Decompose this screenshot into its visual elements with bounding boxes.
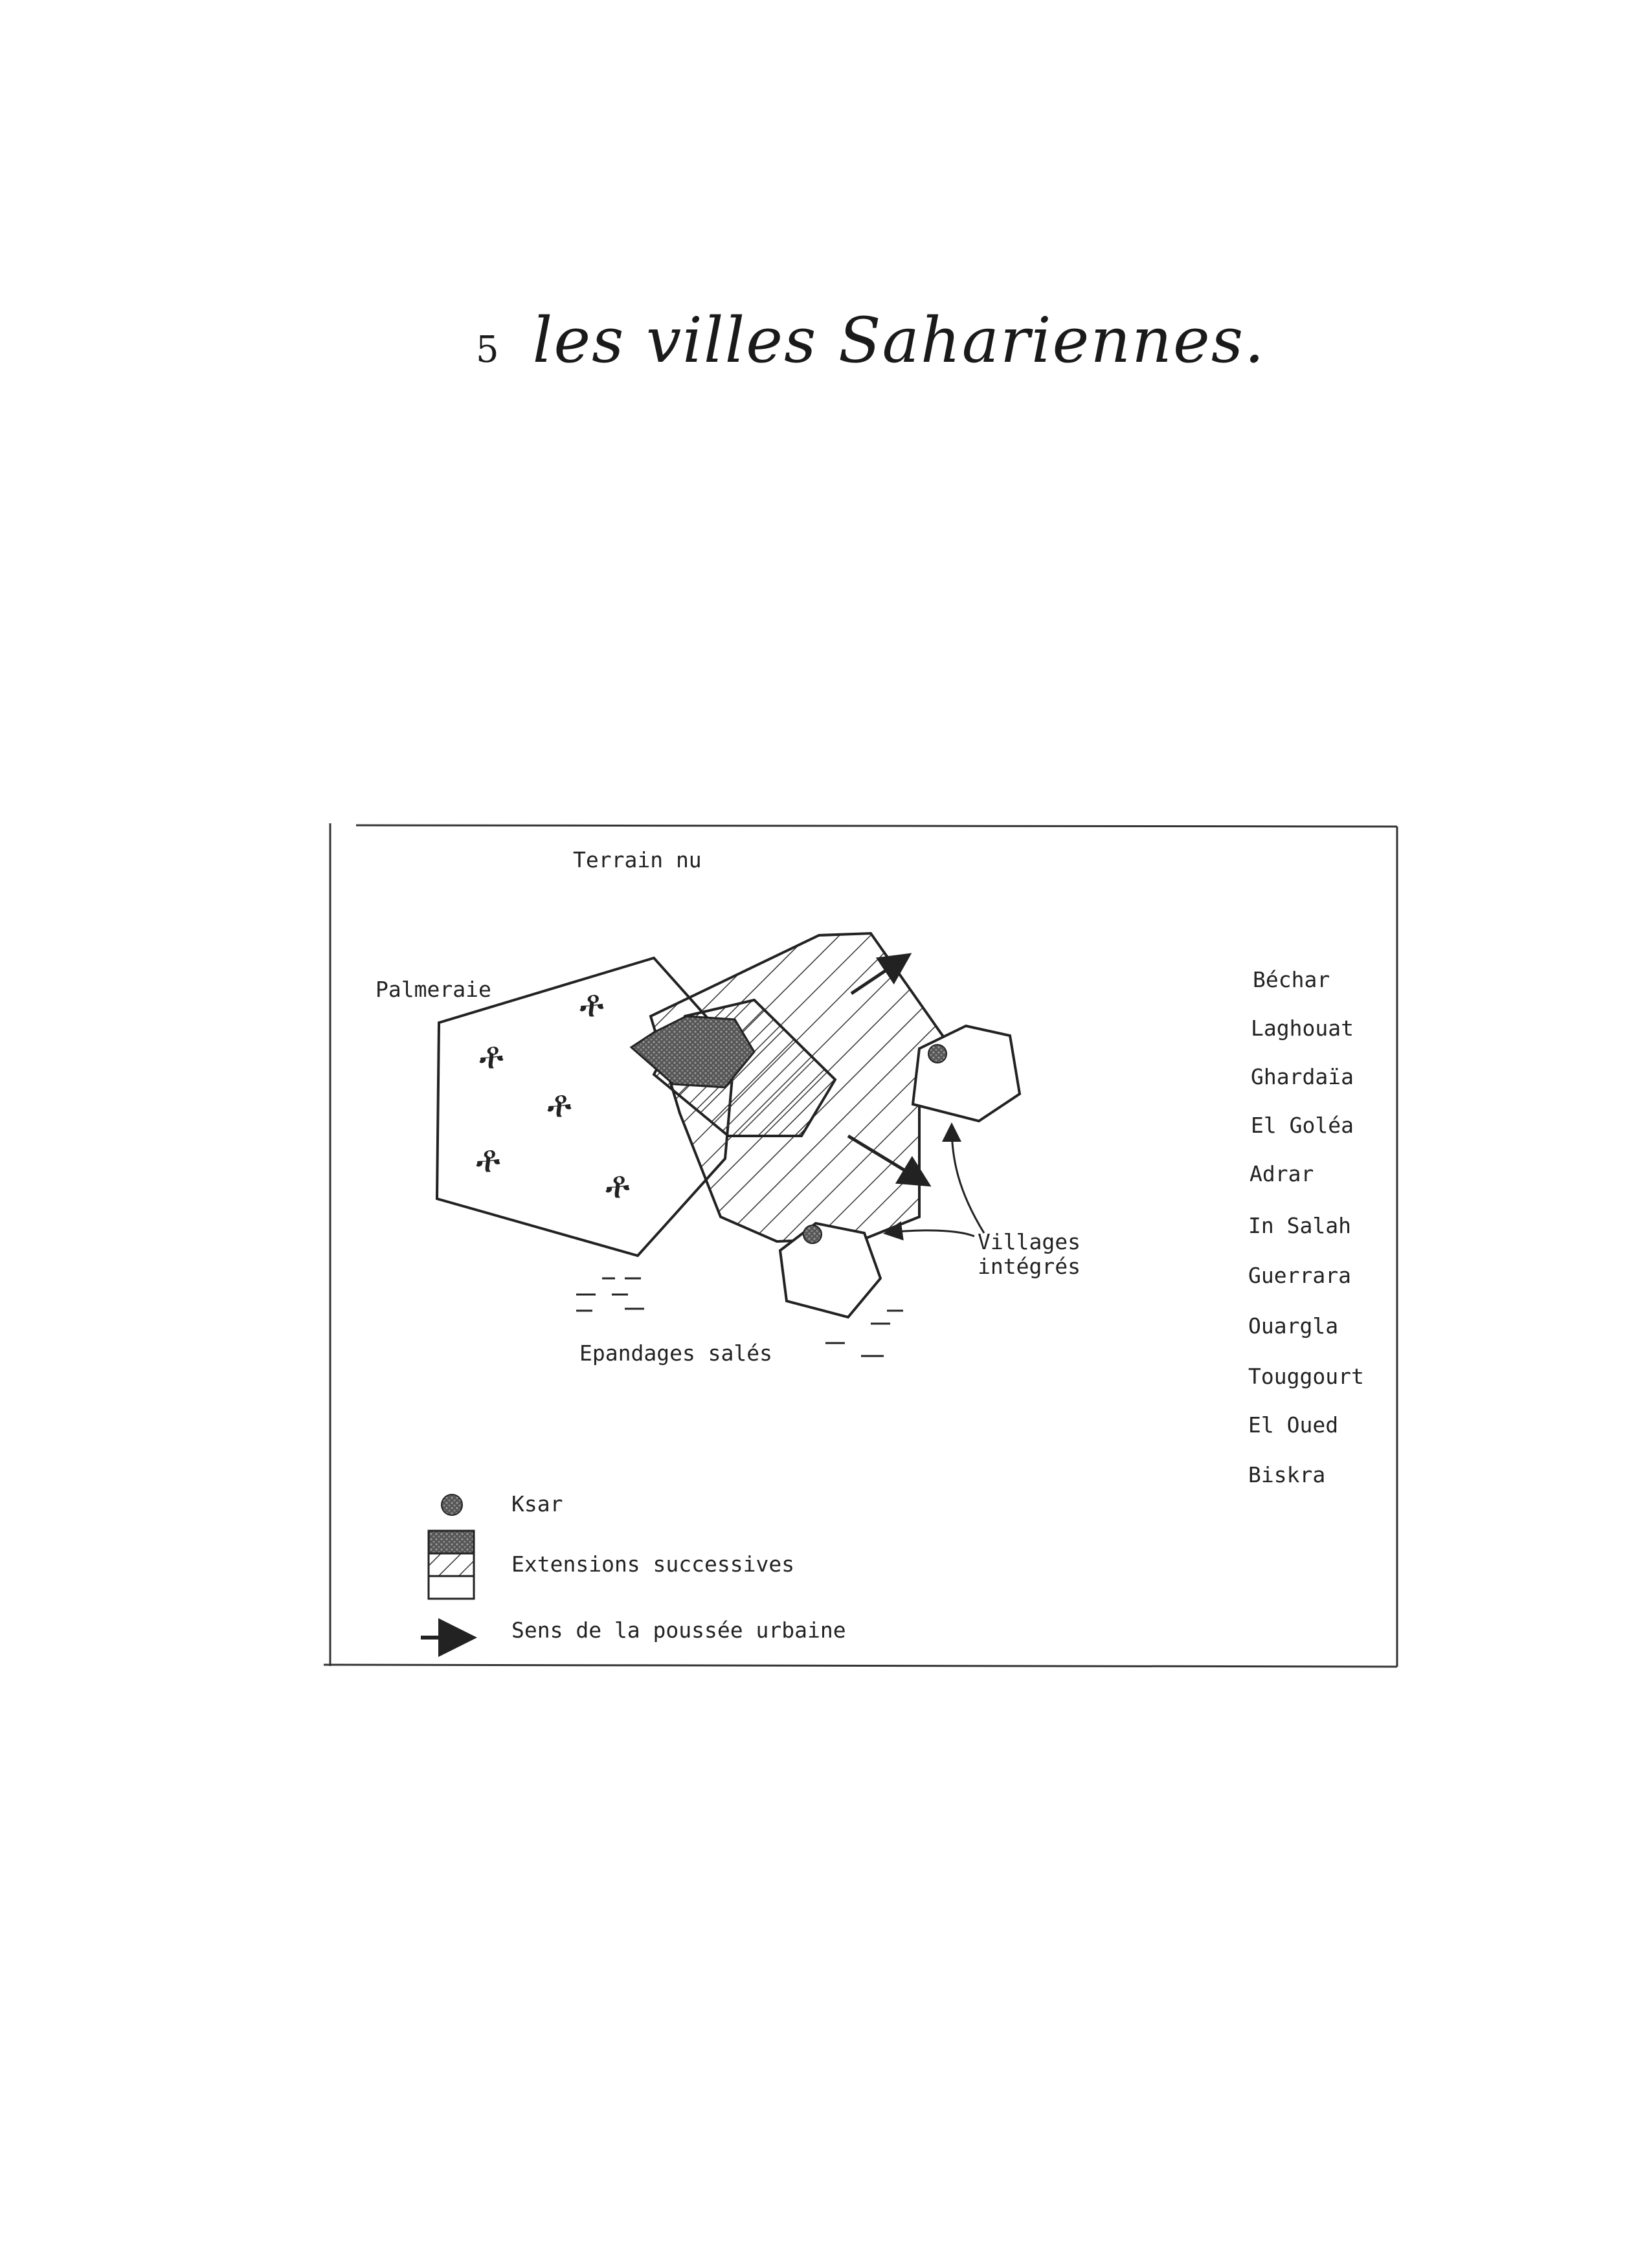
palm-icon: ቶ	[476, 1137, 501, 1181]
legend-extensions-label: Extensions successives	[511, 1551, 795, 1577]
legend-ksar-label: Ksar	[511, 1491, 563, 1517]
city-name: Béchar	[1253, 967, 1330, 992]
city-name: In Salah	[1248, 1213, 1351, 1238]
legend-ksar-icon	[442, 1495, 462, 1515]
city-name: Laghouat	[1251, 1016, 1354, 1041]
city-name: Ghardaïa	[1251, 1064, 1354, 1089]
city-list	[1248, 967, 1364, 1487]
village-pointer-arrow	[952, 1126, 984, 1233]
palm-icon: ቶ	[579, 981, 605, 1025]
city-name: Touggourt	[1248, 1364, 1364, 1389]
villages-label: Villages	[978, 1229, 1081, 1254]
palmeraie-label: Palmeraie	[375, 977, 491, 1002]
ksar-dot	[928, 1045, 947, 1063]
city-name: Biskra	[1248, 1462, 1326, 1487]
page-title-number: 5	[476, 329, 500, 371]
palm-icon: ቶ	[479, 1033, 504, 1077]
village-pointer-arrow	[887, 1230, 974, 1236]
city-name: El Oued	[1248, 1412, 1339, 1438]
legend	[421, 1491, 846, 1643]
villages-label: intégrés	[978, 1254, 1081, 1279]
city-name: Guerrara	[1248, 1263, 1351, 1288]
city-name: El Goléa	[1251, 1113, 1354, 1138]
legend-hatch-swatch	[429, 1553, 474, 1576]
legend-poussee-label: Sens de la poussée urbaine	[511, 1618, 846, 1643]
palm-icon: ቶ	[605, 1162, 631, 1206]
legend-blank-swatch	[429, 1576, 474, 1599]
epandages-label: Epandages salés	[579, 1340, 773, 1366]
ksar-dot	[803, 1225, 822, 1243]
palm-icon: ቶ	[547, 1082, 572, 1126]
city-name: Adrar	[1249, 1161, 1314, 1186]
terrain-label: Terrain nu	[573, 847, 702, 873]
city-name: Ouargla	[1248, 1313, 1339, 1339]
page-title-text: les villes Sahariennes.	[532, 304, 1266, 377]
legend-ksar-swatch	[429, 1531, 474, 1553]
village-south	[780, 1223, 880, 1317]
